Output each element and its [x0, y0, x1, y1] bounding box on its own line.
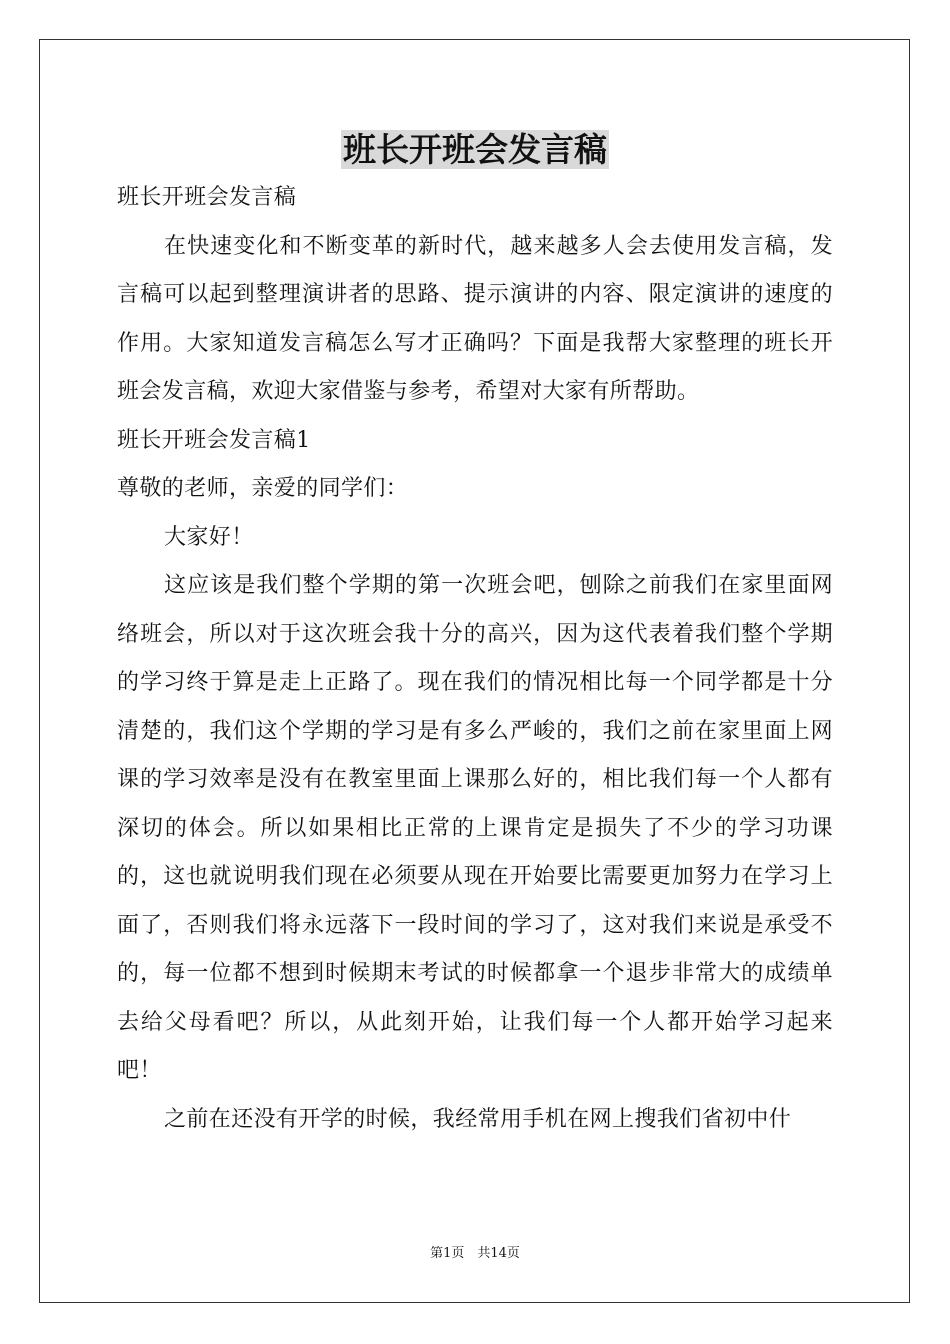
body-paragraph: 这应该是我们整个学期的第一次班会吧，刨除之前我们在家里面网络班会，所以对于这次班会我十分的高兴，因为这代表着我们整个学期的学习终于算是走上正路了。现在我们的情况相比每一个同学都是十分清楚的，我们这个学期的学习是有多么严峻的，我们之前在家里面上网课的学习效率是没有在教室里面上课那么好的，相比我们每一个人都有深切的体会。所以如果相比正常的上课肯定是损失了不少的学习功课的，这也就说明我们现在必须要从现在开始要比需要更加努力在学习上面了，否则我们将永远落下一段时间的学习了，这对我们来说是承受不的，每一位都不想到时候期末考试的时候都拿一个退步非常大的成绩单去给父母看吧？所以，从此刻开始，让我们每一个人都开始学习起来吧！: [117, 573, 833, 1083]
page-footer: 第1页 共14页: [430, 1246, 520, 1261]
body-paragraph-continued: 之前在还没有开学的时候，我经常用手机在网上搜我们省初中什: [164, 1106, 792, 1132]
document-body: [117, 174, 833, 1144]
document-title: [0, 124, 950, 176]
section-heading: 班长开班会发言稿1: [117, 427, 311, 453]
salutation: 尊敬的老师，亲爱的同学们：: [117, 476, 409, 501]
greeting: 大家好！: [164, 524, 254, 550]
document-title-text: 班长开班会发言稿: [343, 130, 607, 169]
intro-paragraph: 在快速变化和不断变革的新时代，越来越多人会去使用发言稿，发言稿可以起到整理演讲者的思路、提示演讲的内容、限定演讲的速度的作用。大家知道发言稿怎么写才正确吗？下面是我帮大家整理的班长开班会发言稿，欢迎大家借鉴与参考，希望对大家有所帮助。: [117, 233, 833, 404]
subtitle-line: 班长开班会发言稿: [117, 185, 297, 210]
